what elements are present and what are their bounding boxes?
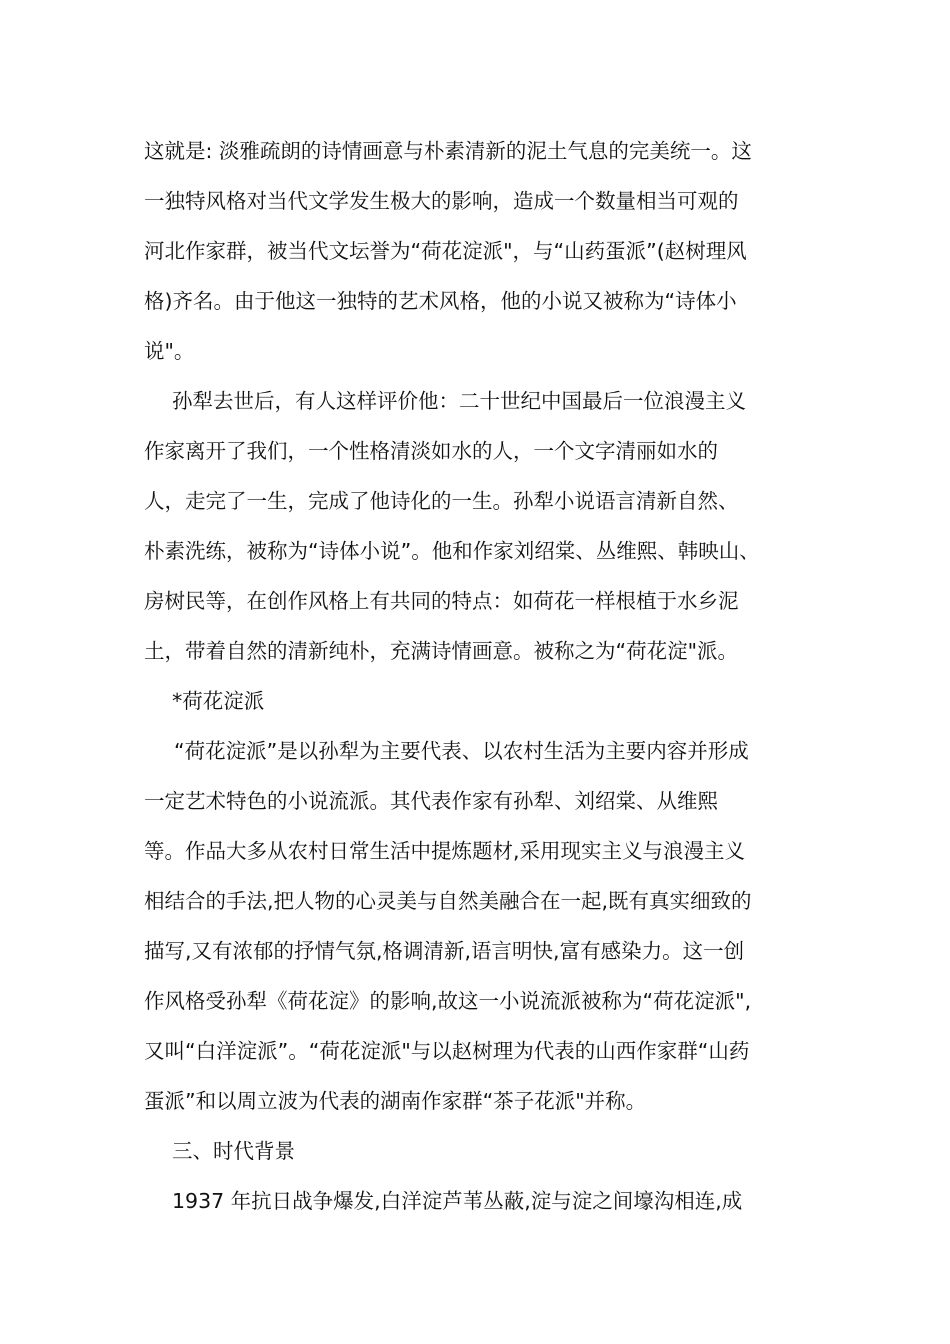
text-line: 蛋派”和以周立波为代表的湖南作家群“茶子花派"并称。 [144, 1089, 647, 1113]
paragraph-start-line: 1937 年抗日战争爆发,白洋淀芦苇丛蔽,淀与淀之间壕沟相连,成 [172, 1189, 743, 1213]
text-line: 一定艺术特色的小说流派。其代表作家有孙犁、刘绍棠、从维熙 [144, 789, 718, 813]
document-body [144, 126, 808, 1226]
text-line: 土，带着自然的清新纯朴，充满诗情画意。被称之为“荷花淀"派。 [144, 639, 739, 663]
text-line: 格)齐名。由于他这一独特的艺术风格，他的小说又被称为“诗体小 [144, 289, 737, 313]
text-line: 说"。 [144, 339, 195, 363]
text-line: 朴素洗练，被称为“诗体小说”。他和作家刘绍棠、丛维熙、韩映山、 [144, 539, 760, 563]
text-line: 房树民等，在创作风格上有共同的特点：如荷花一样根植于水乡泥 [144, 589, 739, 613]
text-line: 一独特风格对当代文学发生极大的影响，造成一个数量相当可观的 [144, 189, 739, 213]
text-line: 这就是: 淡雅疏朗的诗情画意与朴素清新的泥土气息的完美统一。这 [144, 139, 752, 163]
text-line: 描写,又有浓郁的抒情气氛,格调清新,语言明快,富有感染力。这一创 [144, 939, 745, 963]
text-line: 等。作品大多从农村日常生活中提炼题材,采用现实主义与浪漫主义 [144, 839, 746, 863]
text-line: 作家离开了我们，一个性格清淡如水的人，一个文字清丽如水的 [144, 439, 718, 463]
text-line: 又叫“白洋淀派”。“荷花淀派"与以赵树理为代表的山西作家群“山药 [144, 1039, 750, 1063]
paragraph-start-line: 孙犁去世后，有人这样评价他：二十世纪中国最后一位浪漫主义 [172, 389, 746, 413]
section-heading: *荷花淀派 [172, 689, 265, 713]
section-heading: 三、时代背景 [172, 1139, 295, 1163]
text-line: 作风格受孙犁《荷花淀》的影响,故这一小说流派被称为“荷花淀派", [144, 989, 752, 1013]
paragraph-start-line: “荷花淀派”是以孙犁为主要代表、以农村生活为主要内容并形成 [174, 739, 749, 763]
text-line: 河北作家群，被当代文坛誉为“荷花淀派"，与“山药蛋派”(赵树理风 [144, 239, 747, 263]
text-line: 相结合的手法,把人物的心灵美与自然美融合在一起,既有真实细致的 [144, 889, 752, 913]
text-line: 人，走完了一生，完成了他诗化的一生。孙犁小说语言清新自然、 [144, 489, 739, 513]
